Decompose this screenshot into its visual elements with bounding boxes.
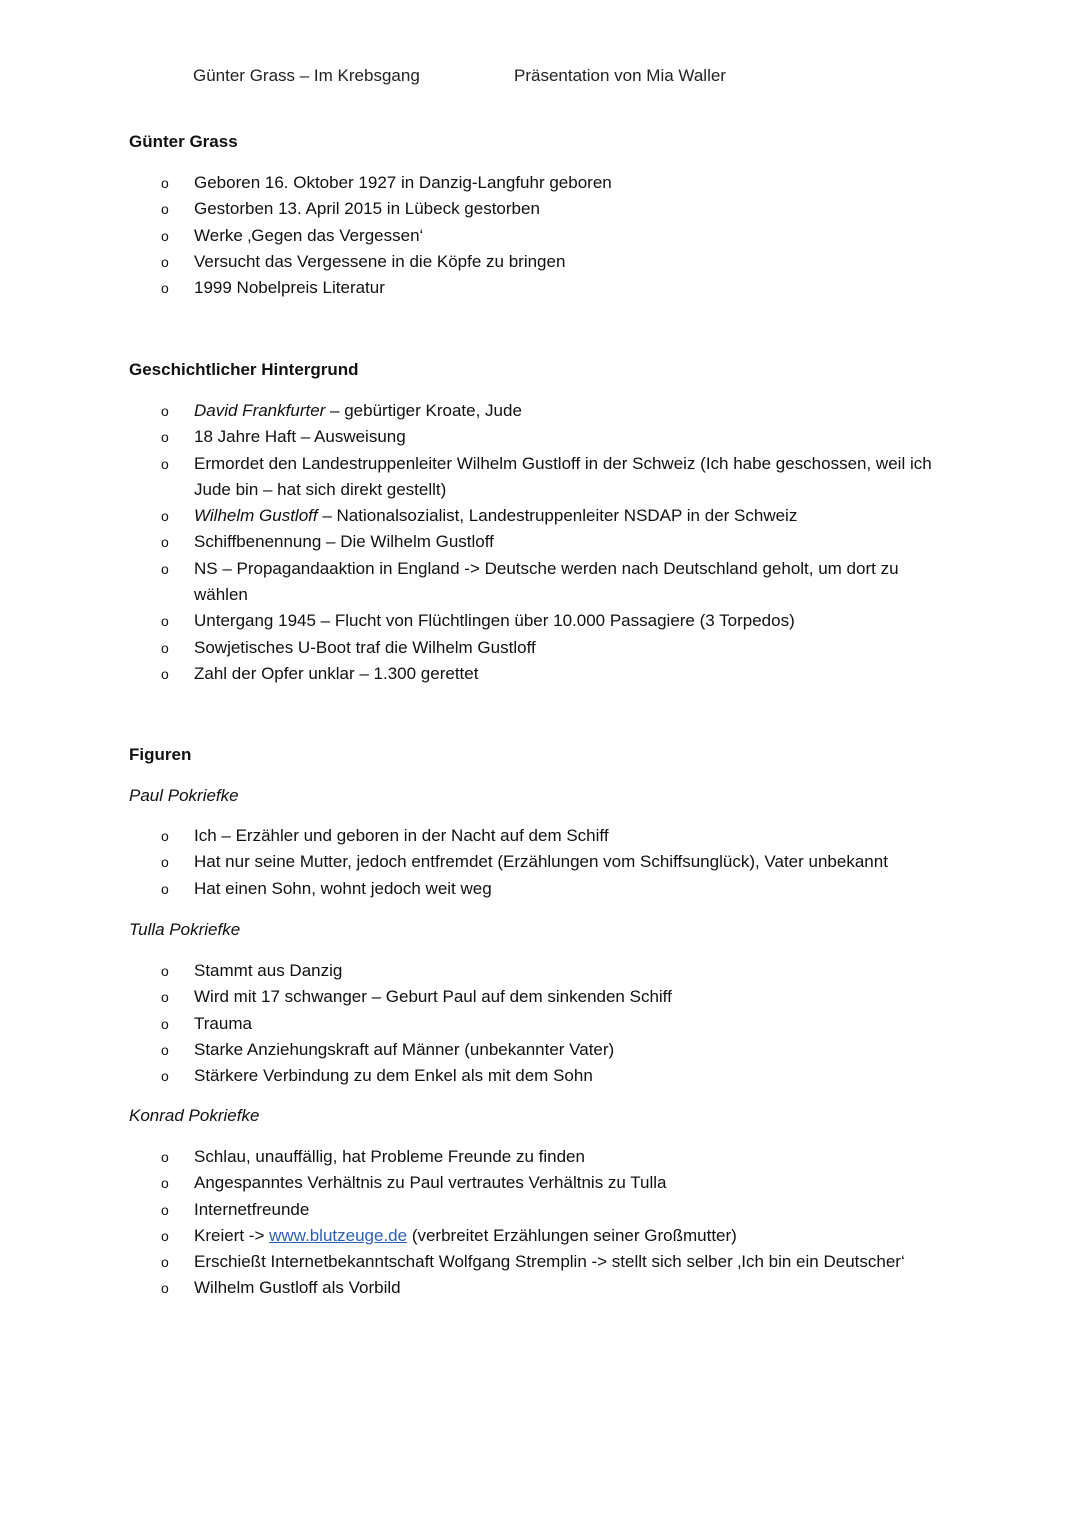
bullet-icon: o: [161, 1041, 169, 1058]
list-item: o 18 Jahre Haft – Ausweisung: [0, 424, 1080, 450]
bullet-icon: o: [161, 1175, 169, 1192]
list-item: o Erschießt Internetbekanntschaft Wolfgang Stremplin -> stellt sich selber ‚Ich bin ein Deutscher‘: [0, 1249, 1080, 1275]
section-title-history: Geschichtlicher Hintergrund: [129, 360, 359, 379]
list-item: o Hat einen Sohn, wohnt jedoch weit weg: [0, 876, 1080, 902]
list-item: o Angespanntes Verhältnis zu Paul vertrautes Verhältnis zu Tulla: [0, 1170, 1080, 1196]
list-item: o Stärkere Verbindung zu dem Enkel als mit dem Sohn: [0, 1063, 1080, 1089]
bullet-icon: o: [161, 1280, 169, 1297]
list-item: o Schlau, unauffällig, hat Probleme Freunde zu finden: [0, 1144, 1080, 1170]
bullet-icon: o: [161, 854, 169, 871]
bullet-icon: o: [161, 1068, 169, 1085]
bullet-icon: o: [161, 828, 169, 844]
list-item: o Untergang 1945 – Flucht von Flüchtlingen über 10.000 Passagiere (3 Torpedos): [0, 608, 1080, 634]
bullet-icon: o: [161, 963, 169, 979]
figure-name-tulla: Tulla Pokriefke: [129, 920, 241, 939]
bullet-icon: o: [161, 1254, 169, 1271]
list-item: o Gestorben 13. April 2015 in Lübeck gestorben: [0, 196, 1080, 222]
figure-name-konrad: Konrad Pokriefke: [129, 1106, 260, 1125]
list-item: o Versucht das Vergessene in die Köpfe zu bringen: [0, 249, 1080, 275]
list-item: o Stammt aus Danzig: [0, 958, 1080, 984]
list-item: o Sowjetisches U-Boot traf die Wilhelm Gustloff: [0, 635, 1080, 661]
bullet-icon: o: [161, 880, 169, 897]
bullet-icon: o: [161, 560, 169, 577]
bullet-icon: o: [161, 175, 169, 191]
bullet-icon: o: [161, 1149, 169, 1165]
bullet-icon: o: [161, 989, 169, 1006]
list-item: o Trauma: [0, 1011, 1080, 1037]
blutzeuge-link[interactable]: www.blutzeuge.de: [269, 1225, 408, 1245]
list-item: o Ich – Erzähler und geboren in der Nacht auf dem Schiff: [0, 823, 1080, 849]
list-item: o Wilhelm Gustloff als Vorbild: [0, 1275, 1080, 1301]
bullet-icon: o: [161, 534, 169, 551]
list-item: o Kreiert -> www.blutzeuge.de (verbreitet Erzählungen seiner Großmutter): [0, 1223, 1080, 1249]
bullet-icon: o: [161, 403, 169, 419]
grass-list: [0, 170, 1080, 301]
bullet-icon: o: [161, 429, 169, 446]
list-item: o NS – Propagandaaktion in England -> Deutsche werden nach Deutschland geholt, um dort zu wählen: [0, 556, 1080, 609]
bullet-icon: o: [161, 280, 169, 297]
bullet-icon: o: [161, 1201, 169, 1218]
list-item: o Wird mit 17 schwanger – Geburt Paul auf dem sinkenden Schiff: [0, 984, 1080, 1010]
bullet-icon: o: [161, 201, 169, 218]
list-item: o Ermordet den Landestruppenleiter Wilhelm Gustloff in der Schweiz (Ich habe geschossen, weil ich Jude bin – hat sich direkt gestellt): [0, 451, 1080, 504]
list-item: o Hat nur seine Mutter, jedoch entfremdet (Erzählungen vom Schiffsunglück), Vater unbekannt: [0, 849, 1080, 875]
bullet-icon: o: [161, 455, 169, 472]
list-item: o Zahl der Opfer unklar – 1.300 gerettet: [0, 661, 1080, 687]
paul-list: [0, 823, 1080, 902]
figure-name-paul: Paul Pokriefke: [129, 786, 239, 805]
section-title-figures: Figuren: [129, 745, 192, 764]
list-item: o Werke ‚Gegen das Vergessen‘: [0, 223, 1080, 249]
konrad-list: [0, 1144, 1080, 1302]
list-item: o 1999 Nobelpreis Literatur: [0, 275, 1080, 301]
list-item: o Geboren 16. Oktober 1927 in Danzig-Langfuhr geboren: [0, 170, 1080, 196]
section-title-grass: Günter Grass: [129, 132, 238, 151]
list-item: o Starke Anziehungskraft auf Männer (unbekannter Vater): [0, 1037, 1080, 1063]
bullet-icon: o: [161, 613, 169, 630]
bullet-icon: o: [161, 253, 169, 270]
list-item: o Schiffbenennung – Die Wilhelm Gustloff: [0, 529, 1080, 555]
tulla-list: [0, 958, 1080, 1089]
list-item: o Internetfreunde: [0, 1197, 1080, 1223]
bullet-icon: o: [161, 665, 169, 682]
header-author: Präsentation von Mia Waller: [514, 66, 726, 85]
bullet-icon: o: [161, 227, 169, 244]
bullet-icon: o: [161, 639, 169, 656]
list-item: o David Frankfurter – gebürtiger Kroate, Jude: [0, 398, 1080, 424]
history-list: [0, 398, 1080, 687]
header-title: Günter Grass – Im Krebsgang: [193, 66, 420, 85]
list-item: o Wilhelm Gustloff – Nationalsozialist, Landestruppenleiter NSDAP in der Schweiz: [0, 503, 1080, 529]
bullet-icon: o: [161, 508, 169, 525]
bullet-icon: o: [161, 1227, 169, 1244]
bullet-icon: o: [161, 1015, 169, 1032]
